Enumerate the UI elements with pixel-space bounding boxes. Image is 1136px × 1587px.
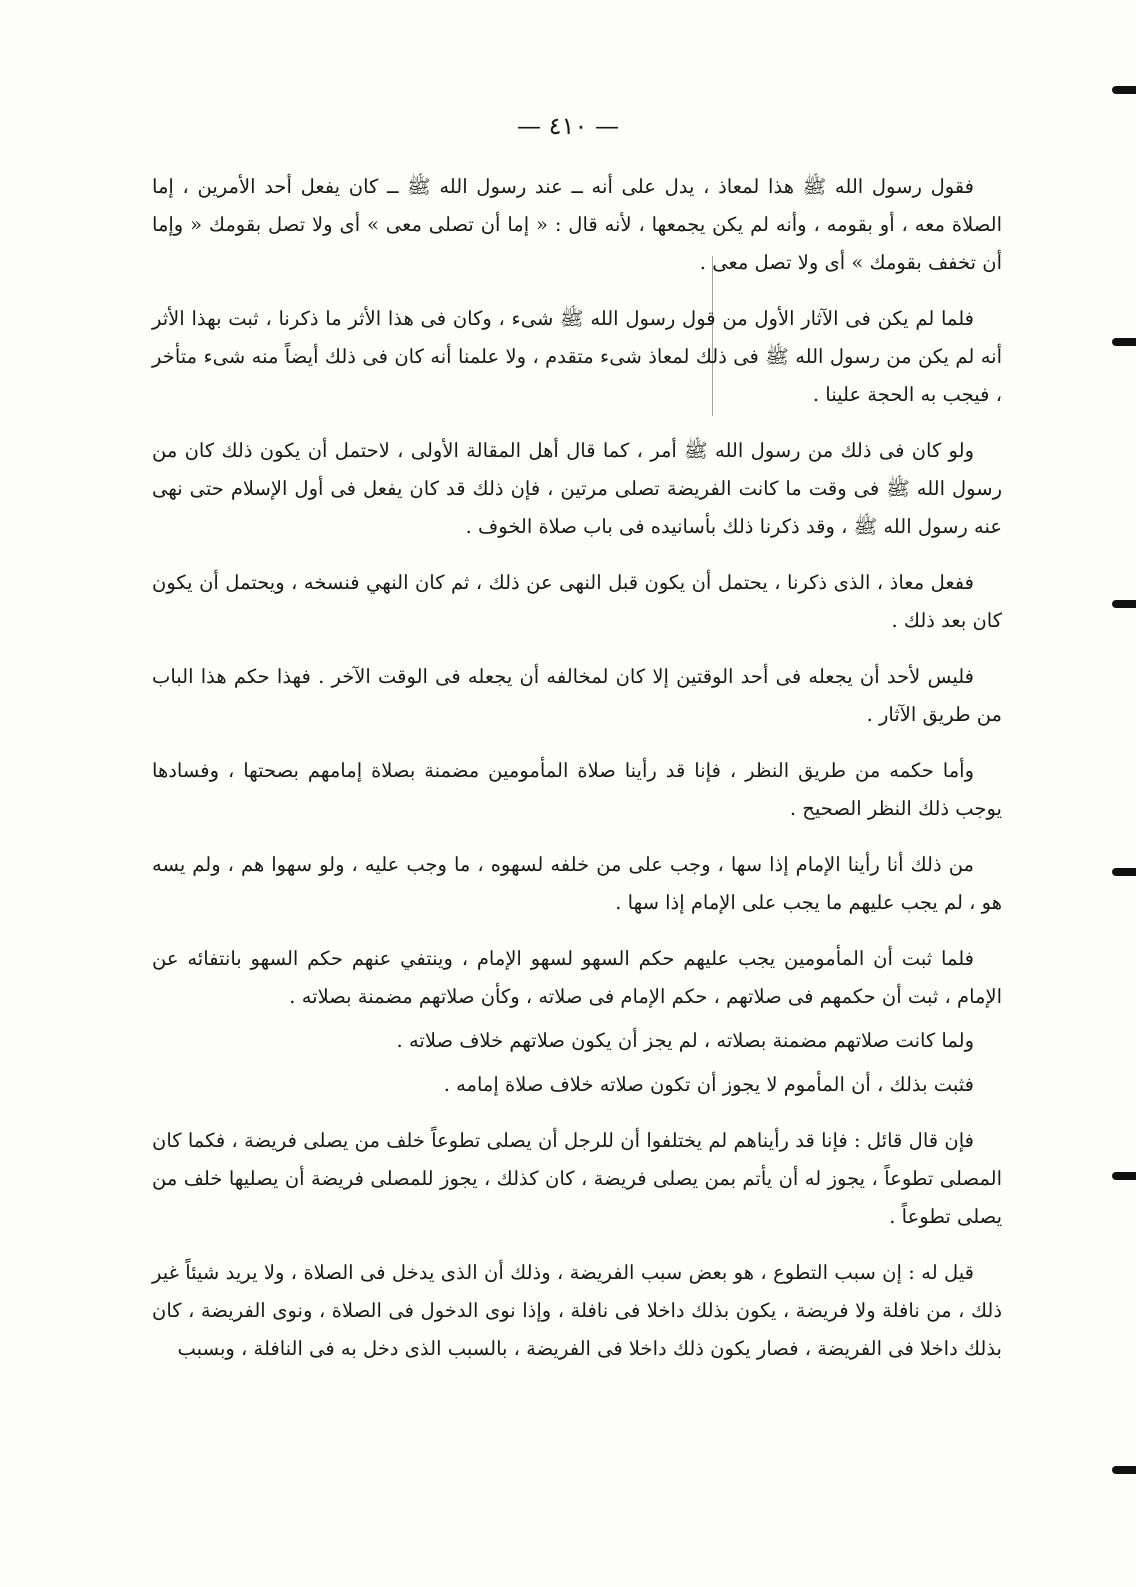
- edge-mark: [1112, 86, 1136, 94]
- paragraph-2: فلما لم يكن فى الآثار الأول من قول رسول الله ﷺ شىء ، وكان فى هذا الأثر ما ذكرنا ، ثبت بهذا الأثر أنه لم يكن من رسول الله ﷺ فى ذلك لمعاذ شىء متقدم ، ولا علمنا أنه كان فى ذلك أيضاً منه شىء متأخر ، فيجب به الحجة علينا .: [152, 307, 1002, 406]
- edge-mark: [1112, 1466, 1136, 1474]
- paragraph-3: ولو كان فى ذلك من رسول الله ﷺ أمر ، كما قال أهل المقالة الأولى ، لاحتمل أن يكون ذلك كان من رسول الله ﷺ فى وقت ما كانت الفريضة تصلى مرتين ، فإن ذلك قد كان يفعل فى أول الإسلام حتى نهى عنه رسول الله ﷺ ، وقد ذكرنا ذلك بأسانيده فى باب صلاة الخوف .: [152, 439, 1002, 538]
- paragraph-5: فليس لأحد أن يجعله فى أحد الوقتين إلا كان لمخالفه أن يجعله فى الوقت الآخر . فهذا حكم هذا الباب من طريق الآثار .: [152, 665, 1002, 726]
- paragraph-1: فقول رسول الله ﷺ هذا لمعاذ ، يدل على أنه ــ عند رسول الله ﷺ ــ كان يفعل أحد الأمرين ، إما الصلاة معه ، أو بقومه ، وأنه لم يكن يجمعها ، لأنه قال : « إما أن تصلى معى » أى ولا تصل بقومك « وإما أن تخفف بقومك » أى ولا تصل معى .: [152, 175, 1002, 274]
- paragraph-9: ولما كانت صلاتهم مضمنة بصلاته ، لم يجز أن يكون صلاتهم خلاف صلاته .: [396, 1029, 974, 1052]
- edge-mark: [1112, 868, 1136, 876]
- body-text: [152, 168, 1002, 1386]
- edge-mark: [1112, 338, 1136, 346]
- paragraph-7: من ذلك أنا رأينا الإمام إذا سها ، وجب على من خلفه لسهوه ، ما وجب عليه ، ولو سهوا هم ، ولم يسه هو ، لم يجب عليهم ما يجب على الإمام إذا سها .: [152, 853, 1002, 914]
- page-number: — ٤١٠ —: [517, 112, 619, 140]
- paragraph-11: فإن قال قائل : فإنا قد رأيناهم لم يختلفوا أن للرجل أن يصلى تطوعاً خلف من يصلى فريضة ، فكما كان المصلى تطوعاً ، يجوز له أن يأتم بمن يصلى فريضة ، كان كذلك ، يجوز للمصلى فريضة أن يصليها خلف من يصلى تطوعاً .: [152, 1129, 1002, 1228]
- paragraph-8: فلما ثبت أن المأمومين يجب عليهم حكم السهو لسهو الإمام ، وينتفي عنهم حكم السهو بانتفائه عن الإمام ، ثبت أن حكمهم فى صلاتهم ، حكم الإمام فى صلاته ، وكأن صلاتهم مضمنة بصلاته .: [152, 947, 1002, 1008]
- paragraph-4: ففعل معاذ ، الذى ذكرنا ، يحتمل أن يكون قبل النهى عن ذلك ، ثم كان النهي فنسخه ، ويحتمل أن يكون كان بعد ذلك .: [152, 571, 1002, 632]
- paragraph-10: فثبت بذلك ، أن المأموم لا يجوز أن تكون صلاته خلاف صلاة إمامه .: [443, 1073, 974, 1096]
- paragraph-6: وأما حكمه من طريق النظر ، فإنا قد رأينا صلاة المأمومين مضمنة بصلاة إمامهم بصحتها ، وفسادها يوجب ذلك النظر الصحيح .: [152, 759, 1002, 820]
- paragraph-12: قيل له : إن سبب التطوع ، هو بعض سبب الفريضة ، وذلك أن الذى يدخل فى الصلاة ، ولا يريد شيئاً غير ذلك ، من نافلة ولا فريضة ، يكون بذلك داخلا فى نافلة ، وإذا نوى الدخول فى الصلاة ، ونوى الفريضة ، كان بذلك داخلا فى الفريضة ، فصار يكون ذلك داخلا فى الفريضة ، بالسبب الذى دخل به فى النافلة ، وبسبب: [152, 1261, 1002, 1360]
- edge-mark: [1112, 600, 1136, 608]
- edge-mark: [1112, 1172, 1136, 1180]
